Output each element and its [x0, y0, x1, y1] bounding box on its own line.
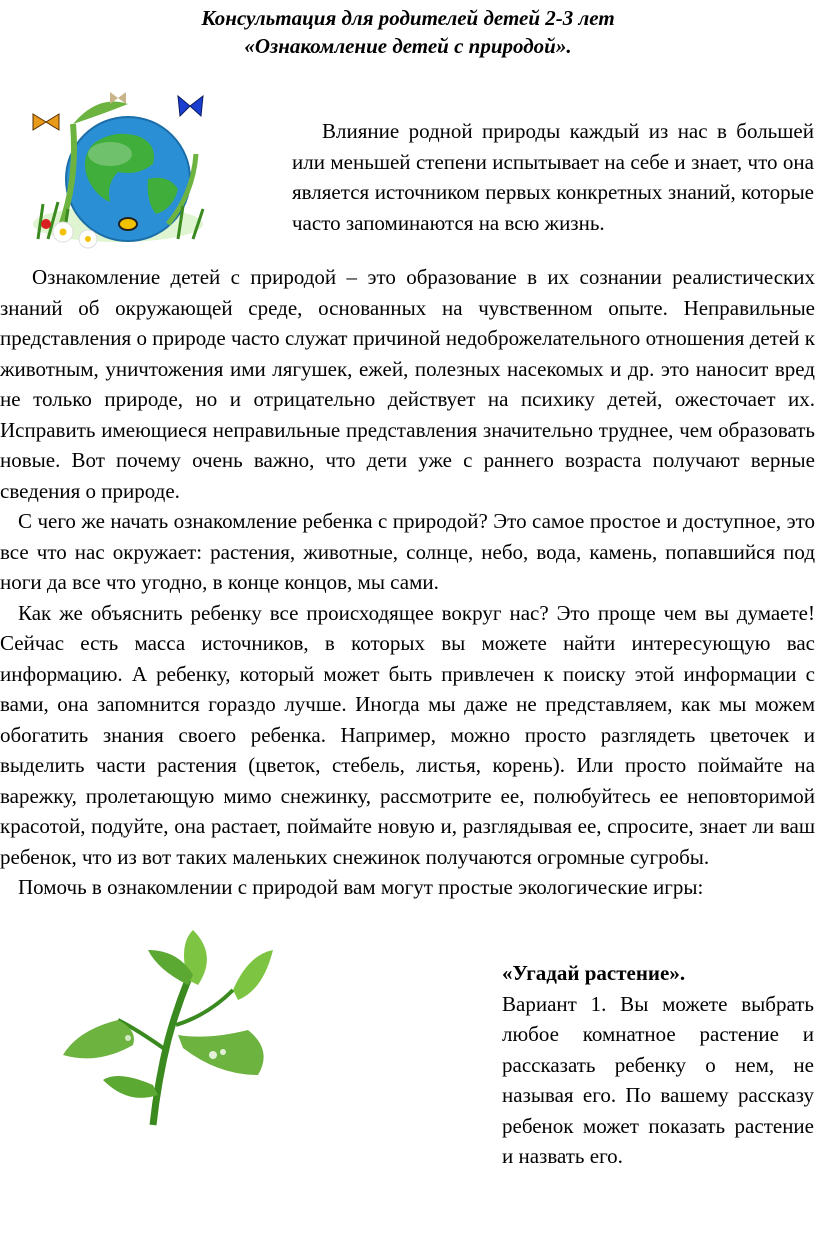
paragraph-2: С чего же начать ознакомление ребенка с природой? Это самое простое и доступное, это все что нас окружает: растения, животные, солнце, небо, вода, камень, попавшийся под ноги да все что угодно, в конце концов, мы сами. [0, 509, 815, 594]
title-line-1: Консультация для родителей детей 2-3 лет [201, 6, 615, 30]
paragraph-4: Помочь в ознакомлении с природой вам могут простые экологические игры: [18, 875, 704, 899]
paragraph-1: Ознакомление детей с природой – это образование в их сознании реалистических знаний об окружающей среде, основанных на чувственном опыте. Неправильные представления о природе часто служат причиной недоброжелательного отношения детей к животным, уничтожения ими лягушек, ежей, полезных насекомых и др. это наносит вред не только природе, но и отрицательно действует на психику детей, ожесточает их. Исправить имеющиеся неправильные представления значительно труднее, чем образовать новые. Вот почему очень важно, что дети уже с раннего возраста получают верные сведения о природе. [0, 265, 815, 503]
game-description: Вариант 1. Вы можете выбрать любое комнатное растение и рассказать ребенку о нем, не называя его. По вашему рассказу ребенок может показать растение и назвать его. [502, 991, 814, 1168]
article-body [0, 262, 815, 903]
page-title [0, 4, 816, 60]
globe-illustration [18, 84, 218, 254]
title-line-2: «Ознакомление детей с природой». [244, 34, 572, 58]
game-title: «Угадай растение». [502, 961, 686, 985]
paragraph-3: Как же объяснить ребенку все происходящее вокруг нас? Это проще чем вы думаете! Сейчас есть масса источников, в которых вы можете найти интересующую вас информацию. А ребенку, который может быть привлечен к поиску этой информации с вами, она запомнится гораздо лучше. Иногда мы даже не представляем, как мы можем обогатить знания своего ребенка. Например, можно просто разглядеть цветочек и выделить части растения (цветок, стебель, листья, корень). Или просто поймайте на варежку, пролетающую мимо снежинку, рассмотрите ее, полюбуйтесь ее неповторимой красотой, подуйте, она растает, поймайте новую и, разглядывая ее, спросите, знает ли ваш ребенок, что из вот таких маленьких снежинок получаются огромные сугробы. [0, 600, 815, 869]
intro-paragraph: Влияние родной природы каждый из нас в большей или меньшей степени испытывает на себе и знает, что она является источником первых конкретных знаний, которые часто запоминаются на всю жизнь. [292, 119, 814, 235]
plant-sprout-illustration [58, 930, 288, 1130]
game-block [502, 958, 814, 1172]
